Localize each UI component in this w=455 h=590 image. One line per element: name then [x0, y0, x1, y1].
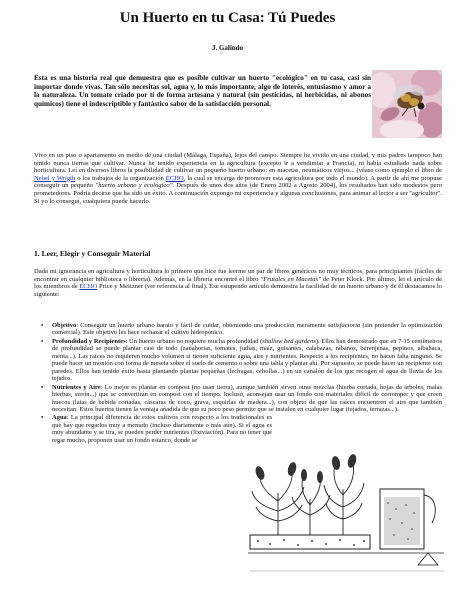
echo-link[interactable]: ECHO	[165, 174, 184, 182]
page-title: Un Huerto en tu Casa: Tú Puedes	[119, 10, 336, 26]
list-item: • Profundidad y Recipientes: Un huerto urbano no requiere mucha profundidad (shallow bed gardens). Ellos han demostrado que en 7-15 centímetros de profundidad se puede plantar casi de todo (zanahorias, tomates, judías, maíz, guisantes, calabazas, rábanos, berenjenas, pepinos, albahaca, menta...). Las raíces no requieren mucho volumen si tienen suficiente agua, aire y nutrientes. Respecto a los recipientes, no hacen falta ninguno. Se puede hacer un montón con forma de meseta sobre el suelo de cemento o sobre una tabla y plantar ahí. Por supuesto, se puede hacer un recipiente con paredes. Ellos han tenido éxito hasta plantando plantas pequeñas (lechugas, cebollas...) en un canalón de los que recogen el agua de lluvia de los tejados.	[41, 337, 442, 383]
abstract-text: Esta es una historia real que demuestra que es posible cultivar un huerto "ecológico" en tu casa, casi sin importar donde vivas. Tan sólo necesitas sol, agua y, lo más importante, algo de interés, entusiasmo y amor a la naturaleza. Un tomate criado por tí de forma artesana y natural (sin pesticidas, ni herbicidas, ni abonos químicos) tiene el indescriptible y fantástico sabor de la satisfacción personal.	[34, 74, 371, 108]
list-item: • Nutrientes y Aire: Lo mejor es plantar en compost (no usan tierra), aunque también sirven otras mezclas (hierba cortada, hojas de árboles, malas hierbas, serrín...) que se convertirán en compost con el tiempo. Incluso, aconsejan usar un fondo con materiales difícil de corromper y que creen huecos (latas de bebida cortadas, cáscaras de coco, grava, esquirlas de madera...), con objeto de que las raíces encuentren el aire que también necesitan. Estos huertos tienen la ventaja añadida de que su poco peso permite que se instalen en cualquier lugar (tejados, terrazas...).	[41, 383, 442, 413]
nebel-wrigth-link[interactable]: Nebel y Wrigth	[34, 174, 76, 182]
list-item: • Agua: La principal diferencia de estos cultivos con respecto a los tradicionales es que hay que regarlos muy a menudo (incluso diariamente o más aún). Si el agua es muy abundante y se tira, se pueden perder nutrientes (lixiviación). Para no tener qué regar mucho, proponen usar un fondo estanco, donde se	[41, 414, 272, 444]
author-name: J. Galindo	[211, 44, 244, 52]
key-points-list	[40, 322, 442, 445]
section-paragraph: Dada mi ignorancia en agricultura y horticultura lo primero que hice fue leerme un par de libros genéricos no muy técnicos, para principiantes (fáciles de encontrar en cualquier biblioteca o librería). Además, en la librería encontré el libro "Frutales en Macetas" de Peter Klock. Por último, lei el artículo de los miembros de ECHO Price y Meitzner (ver referencia al final). Ese estupendo artículo demuestra la facilidad de un huerto urbano y de él destacamos lo siguiente:	[34, 268, 443, 298]
section-heading: 1. Leer, Elegir y Conseguir Material	[34, 249, 151, 258]
bee-flower-photo	[372, 70, 442, 138]
intro-paragraph: Vivo en un piso o apartamento en medio de una ciudad (Málaga, España), lejos del campo. Siempre he vivido en una ciudad, y mis padres tampoco han tenido nunca tierras que cultivar. Nunca he tenido experiencia en la agricultura (excepto ir a vendimiar a Francia), ni había estudiado nada sobre horticultura. Leí en diversos libros la posibilidad de cultivar un pequeño huerto urbano: en macetas, neumáticos viejos... (véase como ejemplo el libro de Nebel y Wrigth o los trabajos de la organización ECHO, la cual se encarga de promover esta agricultura por todo el mundo). A partir de ahí me propuse conseguir un pequeño "huerto urbano y ecológico". Después de unos dos años (de Enero 2002 a Agosto 2004), los resultados han sido modestos pero prometedores. Podría decirse que ha sido un éxito. A continuación expongo mi experiencia y algunas conclusiones, para animar al lector a ser "agricultor". Si yo lo conseguí, cualquiera puede hacerlo.	[34, 152, 442, 205]
list-item: • Objetivo: Conseguir un huerto urbano barato y fácil de cuidar, obteniendo una producción meramente satisfactoria (sin pretender la optimización comercial). Este objetivo les hace rechazar el cultivo hidropónico.	[41, 322, 442, 337]
shallow-bed-illustration	[248, 453, 444, 579]
echo-link[interactable]: ECHO	[79, 283, 98, 291]
